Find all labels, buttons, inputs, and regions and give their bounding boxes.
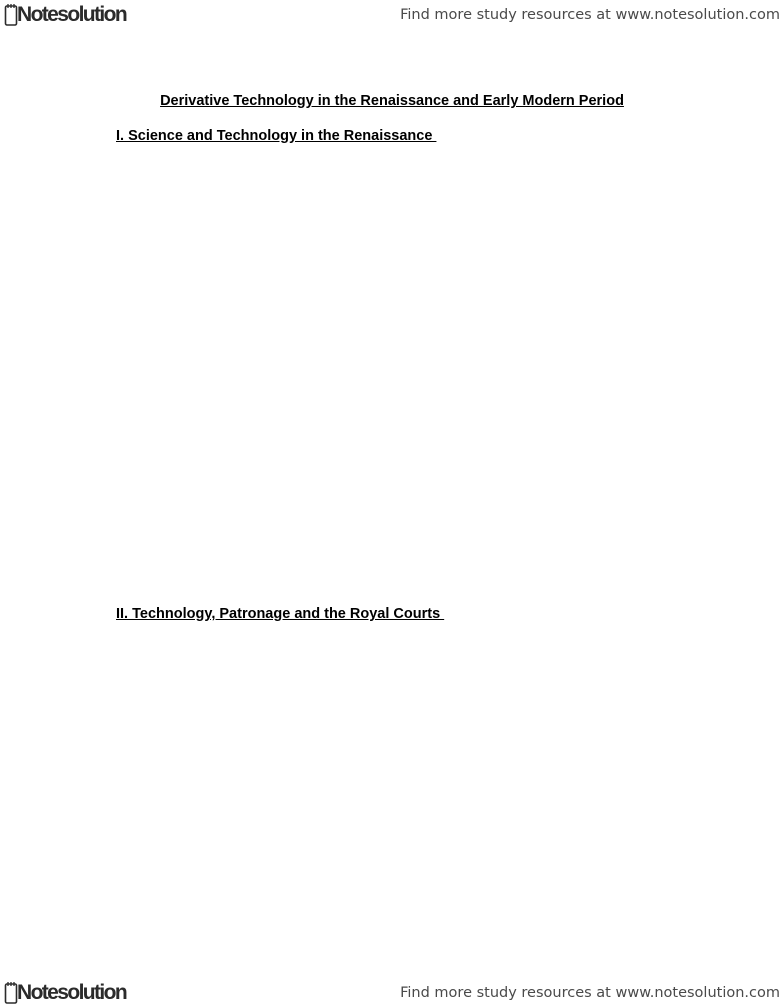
notesolution-logo-footer[interactable]: [4, 980, 126, 1006]
header-bar: [0, 0, 784, 30]
study-resources-link[interactable]: Find more study resources at www.notesolution.com: [400, 7, 780, 23]
footer-bar: [0, 978, 784, 1008]
logo-text: Notesolution: [17, 3, 127, 26]
study-resources-link-footer[interactable]: Find more study resources at www.notesolution.com: [400, 985, 780, 1001]
logo-text: Notesolution: [17, 981, 127, 1004]
notebook-icon: [4, 3, 18, 27]
notebook-icon: [4, 981, 18, 1005]
document-title: Derivative Technology in the Renaissance and Early Modern Period: [160, 93, 624, 109]
section-heading-1: I. Science and Technology in the Renaissance: [116, 128, 437, 144]
section-heading-2: II. Technology, Patronage and the Royal Courts: [116, 606, 445, 622]
notesolution-logo[interactable]: [4, 2, 126, 28]
